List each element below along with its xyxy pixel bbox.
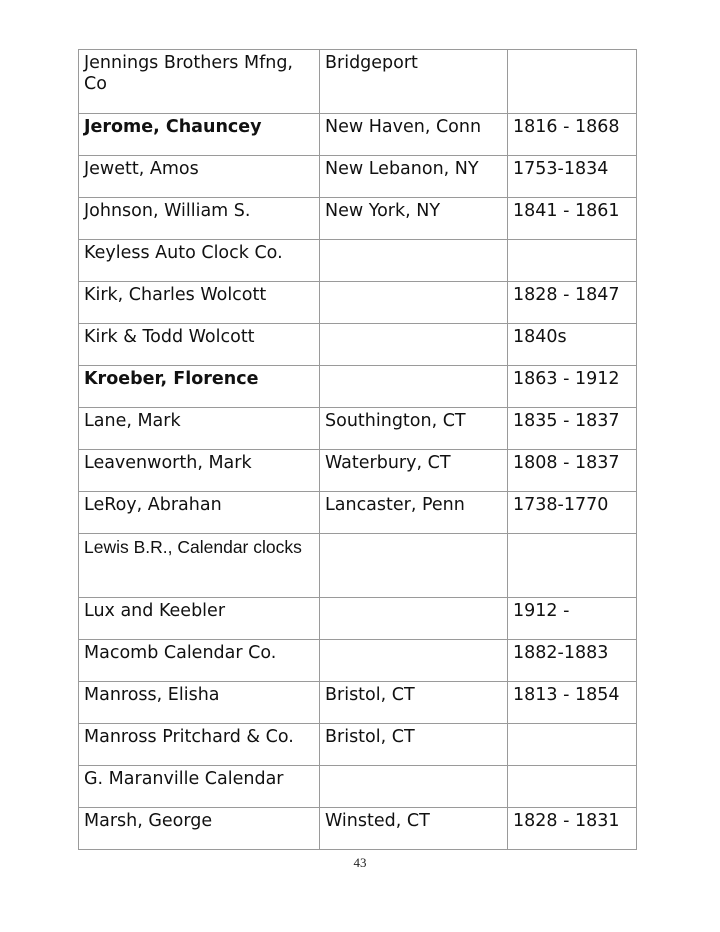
maker-years: 1828 - 1831	[508, 808, 637, 850]
table-row	[79, 114, 637, 156]
table-row	[79, 682, 637, 724]
maker-place	[320, 240, 508, 282]
maker-place: Waterbury, CT	[320, 450, 508, 492]
maker-place	[320, 534, 508, 598]
maker-name: Jennings Brothers Mfng, Co	[79, 50, 320, 114]
maker-name: Macomb Calendar Co.	[79, 640, 320, 682]
table-row	[79, 156, 637, 198]
table-row	[79, 198, 637, 240]
table-row	[79, 366, 637, 408]
maker-name: Kroeber, Florence	[79, 366, 320, 408]
maker-years: 1813 - 1854	[508, 682, 637, 724]
maker-place	[320, 598, 508, 640]
maker-years: 1912 -	[508, 598, 637, 640]
table-row	[79, 50, 637, 114]
table-row	[79, 598, 637, 640]
table-row	[79, 282, 637, 324]
table-row	[79, 324, 637, 366]
maker-name: Manross, Elisha	[79, 682, 320, 724]
maker-place	[320, 766, 508, 808]
table-row	[79, 240, 637, 282]
maker-years	[508, 534, 637, 598]
table-row	[79, 724, 637, 766]
maker-place	[320, 324, 508, 366]
maker-place: Southington, CT	[320, 408, 508, 450]
page-number: 43	[353, 855, 367, 870]
table-row	[79, 450, 637, 492]
maker-place	[320, 282, 508, 324]
maker-name: Johnson, William S.	[79, 198, 320, 240]
table-row	[79, 534, 637, 598]
maker-place: Bristol, CT	[320, 724, 508, 766]
maker-years: 1882-1883	[508, 640, 637, 682]
maker-place: Winsted, CT	[320, 808, 508, 850]
table-row	[79, 640, 637, 682]
maker-years: 1753-1834	[508, 156, 637, 198]
maker-place: Bridgeport	[320, 50, 508, 114]
maker-place: New Lebanon, NY	[320, 156, 508, 198]
maker-years: 1840s	[508, 324, 637, 366]
maker-name: Kirk & Todd Wolcott	[79, 324, 320, 366]
clockmakers-table	[78, 49, 637, 850]
maker-place: Bristol, CT	[320, 682, 508, 724]
table-row	[79, 492, 637, 534]
maker-years: 1835 - 1837	[508, 408, 637, 450]
maker-years	[508, 766, 637, 808]
maker-years: 1863 - 1912	[508, 366, 637, 408]
maker-name: Lux and Keebler	[79, 598, 320, 640]
maker-years: 1816 - 1868	[508, 114, 637, 156]
maker-name: Lewis B.R., Calendar clocks	[79, 534, 320, 598]
maker-years: 1808 - 1837	[508, 450, 637, 492]
maker-name: Lane, Mark	[79, 408, 320, 450]
maker-place: New York, NY	[320, 198, 508, 240]
maker-place: New Haven, Conn	[320, 114, 508, 156]
maker-place	[320, 366, 508, 408]
maker-name: G. Maranville Calendar	[79, 766, 320, 808]
maker-name: Kirk, Charles Wolcott	[79, 282, 320, 324]
maker-name: Jewett, Amos	[79, 156, 320, 198]
maker-name: Jerome, Chauncey	[79, 114, 320, 156]
maker-years	[508, 724, 637, 766]
maker-name: Manross Pritchard & Co.	[79, 724, 320, 766]
maker-years	[508, 240, 637, 282]
maker-name: Leavenworth, Mark	[79, 450, 320, 492]
maker-name: Keyless Auto Clock Co.	[79, 240, 320, 282]
table-row	[79, 766, 637, 808]
table-row	[79, 808, 637, 850]
maker-name: Marsh, George	[79, 808, 320, 850]
maker-years: 1841 - 1861	[508, 198, 637, 240]
maker-years: 1738-1770	[508, 492, 637, 534]
maker-place	[320, 640, 508, 682]
table-row	[79, 408, 637, 450]
maker-place: Lancaster, Penn	[320, 492, 508, 534]
maker-name: LeRoy, Abrahan	[79, 492, 320, 534]
maker-years	[508, 50, 637, 114]
maker-years: 1828 - 1847	[508, 282, 637, 324]
